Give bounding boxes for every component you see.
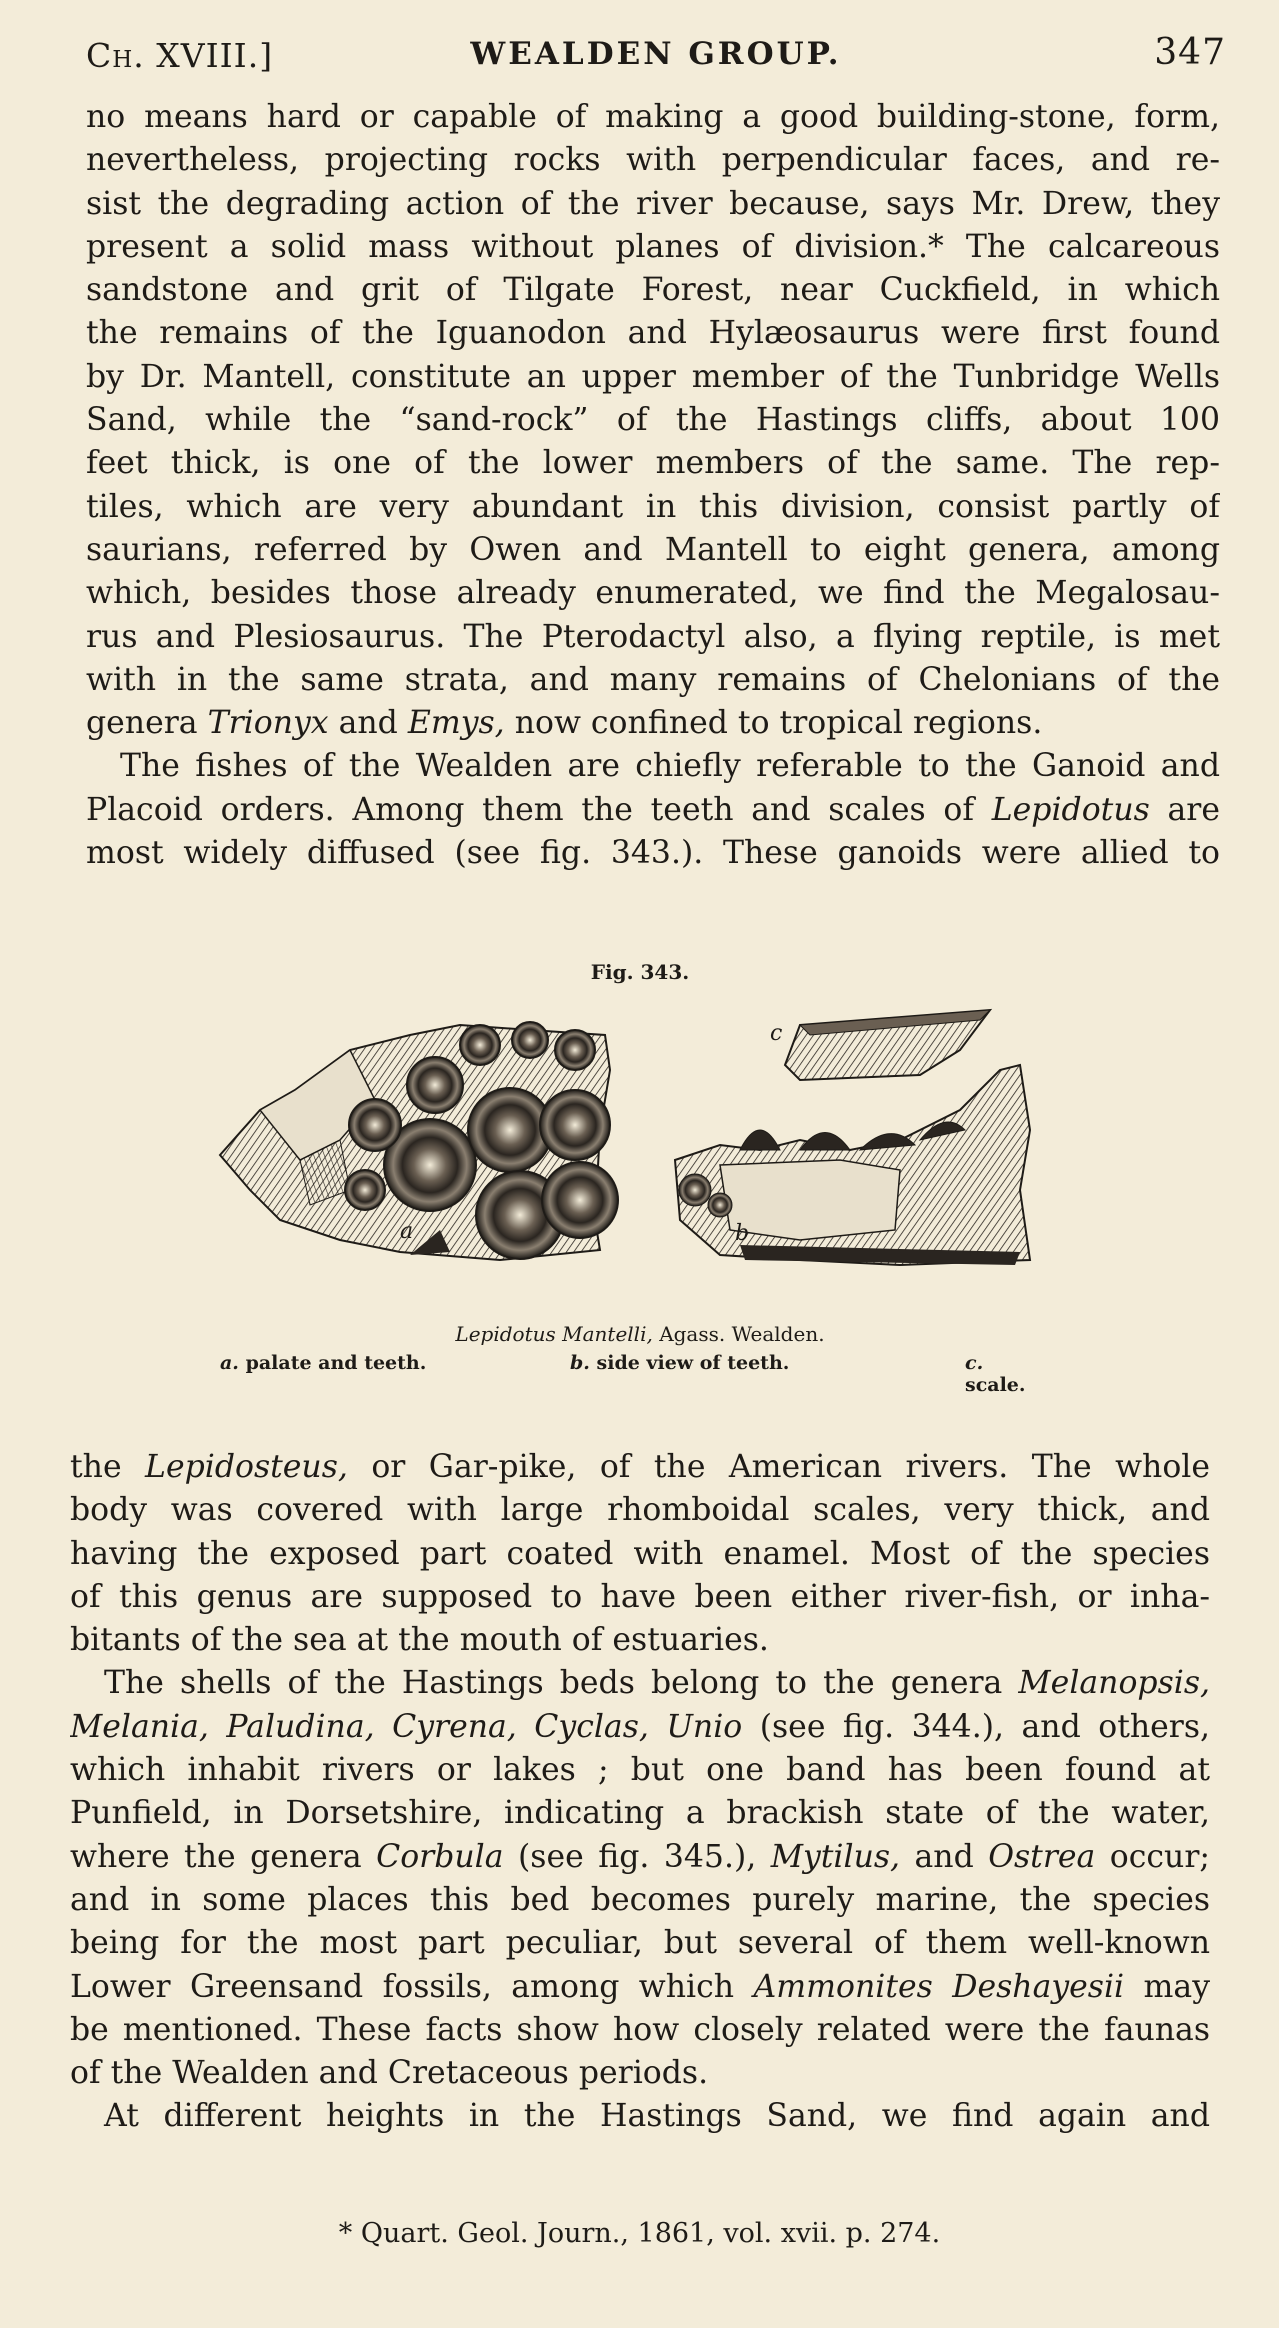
running-title: WEALDEN GROUP. <box>470 36 842 72</box>
text-span: where the genera <box>70 1838 362 1875</box>
text-line: Sand, while the “sand-rock” of the Hastings cliffs, about 100 <box>86 402 1220 439</box>
text-line: be mentioned. These facts show how closely related were the faunas <box>70 2011 1210 2048</box>
text-line: and in some places this bed becomes purely marine, the species <box>70 1881 1210 1918</box>
caption-species: Lepidotus Mantelli, <box>455 1322 653 1346</box>
text-line: feet thick, is one of the lower members of the same. The rep- <box>86 445 1220 482</box>
genus-emys: Emys, <box>407 705 505 742</box>
genus-trionyx: Trionyx <box>207 705 329 742</box>
text-line: bitants of the sea at the mouth of estuaries. <box>70 1622 769 1659</box>
text-line: The fishes of the Wealden are chiefly referable to the Ganoid and <box>120 748 1220 785</box>
legend-a <box>220 1352 426 1374</box>
text-line: most widely diffused (see fig. 343.). These ganoids were allied to <box>86 835 1220 872</box>
text-line: the remains of the Iguanodon and Hylæosaurus were first found <box>86 315 1220 352</box>
side-view-figure-b <box>675 1065 1030 1265</box>
text-span: Lower Greensand fossils, among which <box>70 1968 735 2005</box>
text-line: having the exposed part coated with enamel. Most of the species <box>70 1535 1210 1572</box>
text-line-shells <box>70 1662 1210 1705</box>
palate-figure-a <box>220 1022 618 1260</box>
text-line-genera <box>86 702 1220 745</box>
text-line: of the Wealden and Cretaceous periods. <box>70 2055 709 2092</box>
species-ammonites-deshayesii: Ammonites Deshayesii <box>753 1968 1125 2005</box>
legend-a-letter: a. <box>220 1352 239 1374</box>
genus-melania: Melania, <box>70 1708 209 1745</box>
text-span: the <box>70 1449 122 1485</box>
text-line: which, besides those already enumerated, we find the Megalosau- <box>86 575 1220 612</box>
text-span: or Gar-pike, of the American rivers. The whole <box>371 1449 1210 1485</box>
text-span: The shells of the Hastings beds belong to the genera <box>104 1665 1003 1702</box>
text-line: being for the most part peculiar, but several of them well-known <box>70 1925 1210 1962</box>
chapter-label: Ch. XVIII.] <box>86 36 274 75</box>
text-line: sandstone and grit of Tilgate Forest, near Cuckfield, in which <box>86 272 1220 309</box>
running-header <box>86 30 1226 80</box>
figure-caption <box>200 1322 1080 1346</box>
text-line-corbula <box>70 1836 1210 1879</box>
genus-corbula: Corbula <box>376 1838 504 1875</box>
figure-label-c: c <box>770 1021 783 1046</box>
legend-c <box>965 1352 1040 1396</box>
caption-rest: Agass. Wealden. <box>659 1322 825 1346</box>
text-line-lepidosteus <box>70 1446 1210 1489</box>
page-number: 347 <box>1154 32 1226 73</box>
text-span: (see fig. 345.), <box>518 1838 757 1875</box>
genus-lepidotus: Lepidotus <box>991 791 1150 828</box>
figure-label-a: a <box>400 1219 414 1244</box>
text-span: are <box>1167 791 1220 828</box>
text-line: tiles, which are very abundant in this division, consist partly of <box>86 488 1220 525</box>
text-span: occur; <box>1109 1838 1210 1875</box>
genus-lepidosteus: Lepidosteus, <box>145 1449 348 1485</box>
figure-title: Fig. 343. <box>590 960 690 984</box>
text-span: and <box>338 705 398 742</box>
legend-c-letter: c. <box>965 1352 984 1374</box>
text-line-lepidotus <box>86 789 1220 832</box>
text-line: present a solid mass without planes of division.* The calcareous <box>86 228 1220 265</box>
text-span: and <box>914 1838 974 1875</box>
legend-c-text: scale. <box>965 1374 1026 1396</box>
text-line: with in the same strata, and many remains of Chelonians of the <box>86 661 1220 698</box>
text-span: Placoid orders. Among them the teeth and scales of <box>86 791 975 828</box>
text-line: no means hard or capable of making a good building-stone, form, <box>86 99 1220 135</box>
genus-paludina: Paludina, <box>226 1708 375 1745</box>
genus-mytilus: Mytilus, <box>770 1838 901 1875</box>
text-line: At different heights in the Hastings Sand, we find again and <box>104 2098 1210 2135</box>
legend-b-letter: b. <box>570 1352 590 1374</box>
figure-part-legend <box>220 1352 1040 1396</box>
text-span: genera <box>86 705 198 742</box>
scale-figure-c <box>785 1010 990 1080</box>
text-line: saurians, referred by Owen and Mantell to eight genera, among <box>86 531 1220 568</box>
figure-343 <box>200 960 1080 1400</box>
legend-b <box>570 1352 789 1374</box>
genus-cyrena: Cyrena, <box>392 1708 517 1745</box>
footnote: * Quart. Geol. Journ., 1861, vol. xvii. p. 274. <box>338 2218 941 2249</box>
text-span: may <box>1143 1968 1210 2005</box>
text-line: nevertheless, projecting rocks with perpendicular faces, and re- <box>86 142 1220 179</box>
text-line: of this genus are supposed to have been either river-fish, or inha- <box>70 1578 1210 1615</box>
text-line: by Dr. Mantell, constitute an upper member of the Tunbridge Wells <box>86 358 1220 395</box>
legend-b-text: side view of teeth. <box>596 1352 790 1374</box>
text-span: (see fig. 344.), and others, <box>759 1708 1210 1745</box>
genus-melanopsis: Melanopsis, <box>1018 1665 1210 1702</box>
genus-cyclas: Cyclas, <box>534 1708 649 1745</box>
text-line: sist the degrading action of the river because, says Mr. Drew, they <box>86 185 1220 222</box>
legend-a-text: palate and teeth. <box>245 1352 427 1374</box>
text-block-bottom <box>70 1446 1210 2139</box>
genus-ostrea: Ostrea <box>988 1838 1096 1875</box>
figure-label-b: b <box>735 1221 750 1246</box>
text-line: rus and Plesiosaurus. The Pterodactyl also, a flying reptile, is met <box>86 618 1220 655</box>
text-line: which inhabit rivers or lakes ; but one band has been found at <box>70 1752 1210 1789</box>
genus-unio: Unio <box>666 1708 743 1745</box>
text-line: Punfield, in Dorsetshire, indicating a brackish state of the water, <box>70 1795 1210 1832</box>
text-block-top <box>86 96 1220 875</box>
text-line-ammonites <box>70 1966 1210 2009</box>
text-line-genera-list <box>70 1706 1210 1749</box>
text-span: now confined to tropical regions. <box>514 705 1043 742</box>
text-line: body was covered with large rhomboidal scales, very thick, and <box>70 1492 1210 1529</box>
lepidotus-illustration <box>200 990 1080 1350</box>
